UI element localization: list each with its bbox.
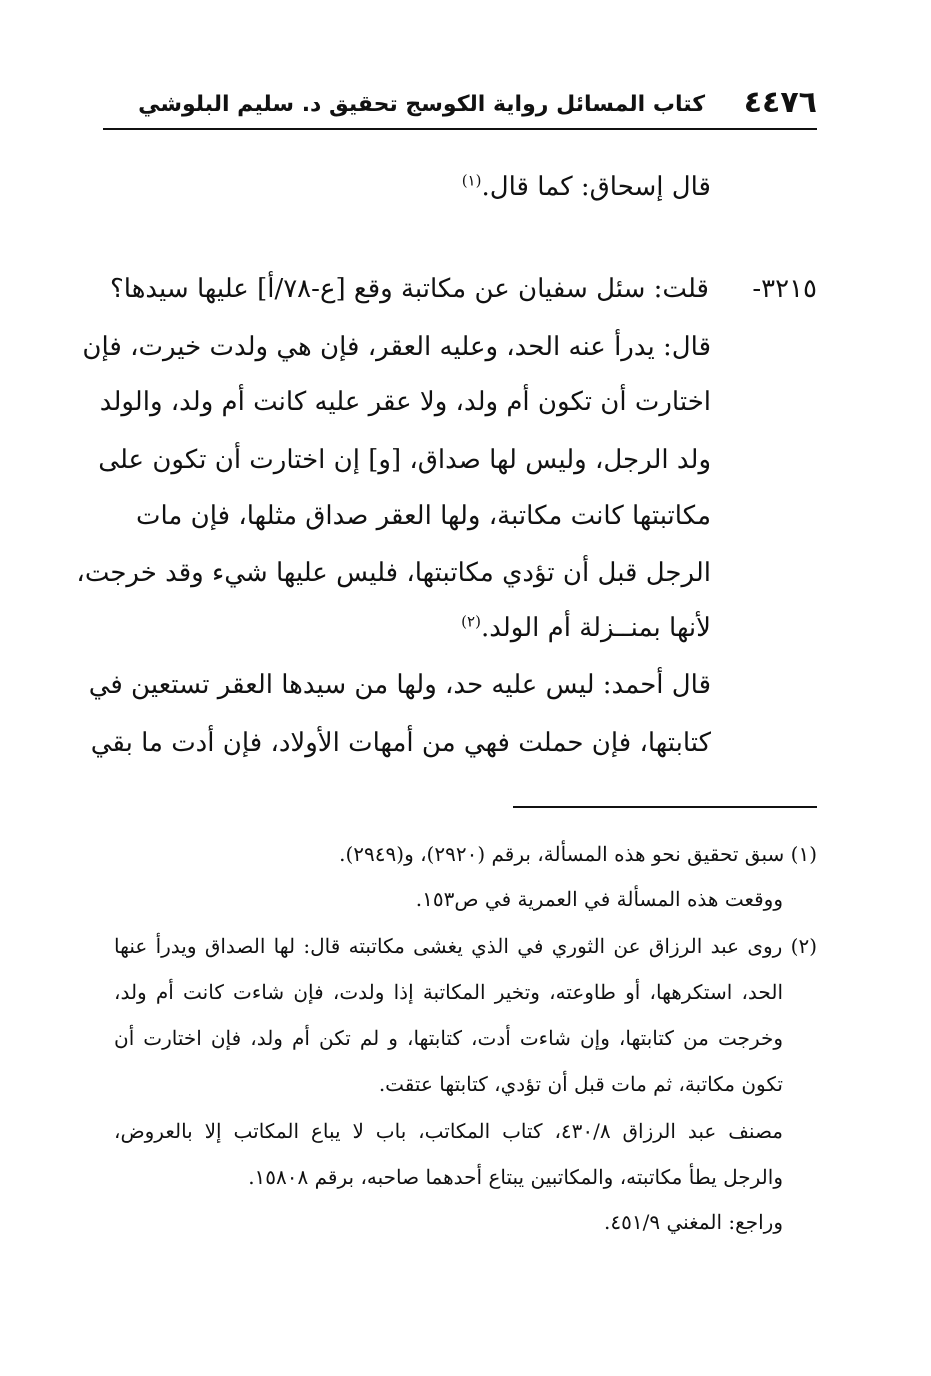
footnote-2-line-5: مصنف عبد الرزاق ٤٣٠/٨، كتاب المكاتب، باب لا يباع المكاتب إلا بالعروض، <box>114 1119 783 1143</box>
running-title: كتاب المسائل رواية الكوسج تحقيق د. سليم البلوشي <box>138 92 705 117</box>
footnote-ref-2: (٢) <box>461 612 481 631</box>
page-header <box>103 84 817 130</box>
footnote-2-line-4: تكون مكاتبة، ثم مات قبل أن تؤدي، كتابتها عتقت. <box>378 1072 783 1096</box>
isshaq-text: قال إسحاق: كما قال. <box>481 172 711 202</box>
footnote-2-line-1: (٢) روى عبد الرزاق عن الثوري في الذي يغشى مكاتبته قال: لها الصداق ويدرأ عنها <box>114 934 817 958</box>
footnote-ref-1: (١) <box>461 171 482 190</box>
question-text: قلت: سئل سفيان عن مكاتبة وقع [ع-٧٨/أ] عليها سيدها؟ <box>109 274 709 304</box>
answer-line-3: ولد الرجل، وليس لها صداق، [و] إن اختارت أن تكون على <box>98 445 711 475</box>
answer-line-6-text: لأنها بمنــزلة أم الولد. <box>480 613 711 643</box>
isshaq-line <box>462 170 711 204</box>
footnote-2-line-2: الحد، استكرهها، أو طاوعته، وتخير المكاتبة إذا ولدت، فإن شاءت كانت أم ولد، <box>114 980 783 1004</box>
page-number: ٤٤٧٦ <box>743 85 817 120</box>
answer-line-4: مكاتبتها كانت مكاتبة، ولها العقر صداق مثلها، فإن مات <box>136 501 711 531</box>
footnote-2-line-6: والرجل يطأ مكاتبته، والمكاتبين يبتاع أحدهما صاحبه، برقم ١٥٨٠٨. <box>248 1165 783 1189</box>
footnote-separator <box>513 806 817 808</box>
footnote-1: (١) سبق تحقيق نحو هذه المسألة، برقم (٢٩٢٠)، و(٢٩٤٩). <box>339 842 817 866</box>
answer-line-5: الرجل قبل أن تؤدي مكاتبتها، فليس عليها شيء وقد خرجت، <box>76 558 711 588</box>
footnote-2-line-7: وراجع: المغني ٤٥١/٩. <box>604 1210 783 1234</box>
footnote-2-line-3: وخرجت من كتابتها، وإن شاءت أدت، كتابتها، و لم تكن أم ولد، فإن اختارت أن <box>114 1026 783 1050</box>
footnote-1-cont: ووقعت هذه المسألة في العمرية في ص١٥٣. <box>415 887 783 911</box>
answer-line-1: قال: يدرأ عنه الحد، وعليه العقر، فإن هي ولدت خيرت، فإن <box>82 332 711 362</box>
ahmad-line-2: كتابتها، فإن حملت فهي من أمهات الأولاد، فإن أدت ما بقي <box>90 728 711 758</box>
answer-line-6 <box>461 611 711 645</box>
ahmad-line-1: قال أحمد: ليس عليه حد، ولها من سيدها العقر تستعين في <box>88 670 711 700</box>
question-number: ٣٢١٥- <box>752 274 817 304</box>
answer-line-2: اختارت أن تكون أم ولد، ولا عقر عليه كانت أم ولد، والولد <box>99 387 711 417</box>
